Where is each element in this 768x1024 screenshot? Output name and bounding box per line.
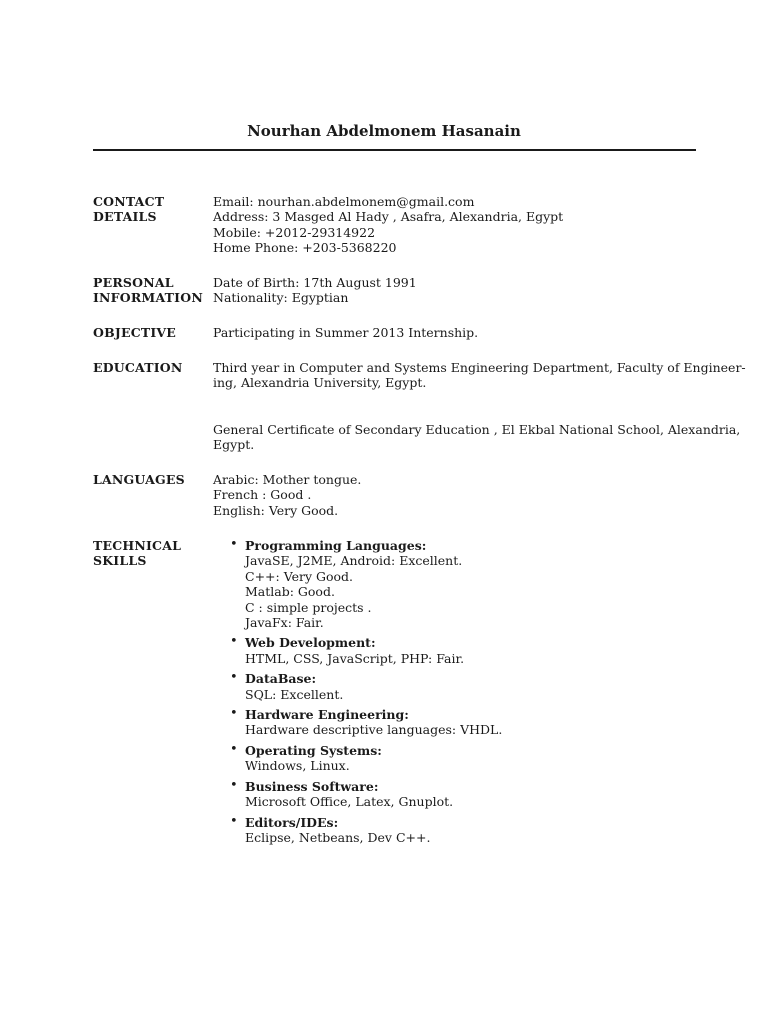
education-entry-2-line1: General Certificate of Secondary Education , El Ekbal National School, Alexandria, [213,421,741,437]
skill-programming-languages [213,538,693,630]
bullet-icon: • [230,634,238,650]
nationality: Nationality: Egyptian [213,290,349,306]
personal-content [213,275,693,306]
education-entry-1-line1: Third year in Computer and Systems Engineering Department, Faculty of Engineer- [213,360,746,375]
skill-title: Editors/IDEs: [245,814,339,830]
skill-hardware-engineering [213,707,693,738]
title-divider [93,149,696,151]
objective-text: Participating in Summer 2013 Internship. [213,325,479,340]
page-title: Nourhan Abdelmonem Hasanain [247,122,521,140]
technical-label-line2: SKILLS [93,553,147,569]
contact-label-line2: DETAILS [93,209,157,225]
skill-line: HTML, CSS, JavaScript, PHP: Fair. [245,650,465,666]
education-entry-2-line2: Egypt. [213,437,255,453]
skill-line: C : simple projects . [245,599,372,615]
bullet-icon: • [230,670,238,686]
skill-business-software [213,779,693,810]
skill-line: JavaSE, J2ME, Android: Excellent. [245,553,463,569]
technical-label [93,538,211,569]
skill-database [213,671,693,702]
bullet-icon: • [230,741,238,757]
skills-list [213,538,693,850]
contact-email: Email: nourhan.abdelmonem@gmail.com [213,194,475,209]
skill-title: DataBase: [245,671,317,687]
language-english: English: Very Good. [213,502,339,518]
skill-title: Business Software: [245,778,379,794]
bullet-icon: • [230,706,238,722]
contact-mobile: Mobile: +2012-29314922 [213,224,376,240]
skill-title: Web Development: [245,635,376,651]
skill-line: Matlab: Good. [245,584,335,600]
date-of-birth: Date of Birth: 17th August 1991 [213,275,417,290]
technical-label-line1: TECHNICAL [93,538,182,553]
contact-content [213,194,693,256]
skill-line: Windows, Linux. [245,758,350,774]
contact-home-phone: Home Phone: +203-5368220 [213,240,397,256]
languages-content [213,472,693,518]
skill-line: JavaFx: Fair. [245,615,324,631]
bullet-icon: • [230,537,238,552]
skill-line: Eclipse, Netbeans, Dev C++. [245,829,431,845]
skill-line: C++: Very Good. [245,568,353,584]
skill-line: SQL: Excellent. [245,686,344,702]
language-french: French : Good . [213,487,312,503]
bullet-icon: • [230,777,238,793]
education-entry-1-line2: ing, Alexandria University, Egypt. [213,375,427,391]
skill-operating-systems [213,743,693,774]
education-label: EDUCATION [93,360,183,375]
skill-title: Operating Systems: [245,742,382,758]
skill-web-development [213,635,693,666]
personal-label-line2: INFORMATION [93,290,203,306]
skill-line: Hardware descriptive languages: VHDL. [245,722,503,738]
contact-address: Address: 3 Masged Al Hady , Asafra, Alexandria, Egypt [213,209,564,225]
personal-label-line1: PERSONAL [93,275,174,290]
skill-title: Programming Languages: [245,538,427,553]
objective-content [213,325,693,340]
skill-title: Hardware Engineering: [245,707,409,723]
skill-line: Microsoft Office, Latex, Gnuplot. [245,794,454,810]
language-arabic: Arabic: Mother tongue. [213,472,362,487]
personal-label [93,275,211,306]
objective-label: OBJECTIVE [93,325,177,340]
languages-label: LANGUAGES [93,472,185,487]
skill-editors-ides [213,815,693,846]
bullet-icon: • [230,813,238,829]
education-content [213,360,746,453]
contact-label-line1: CONTACT [93,194,165,209]
contact-label [93,194,211,225]
